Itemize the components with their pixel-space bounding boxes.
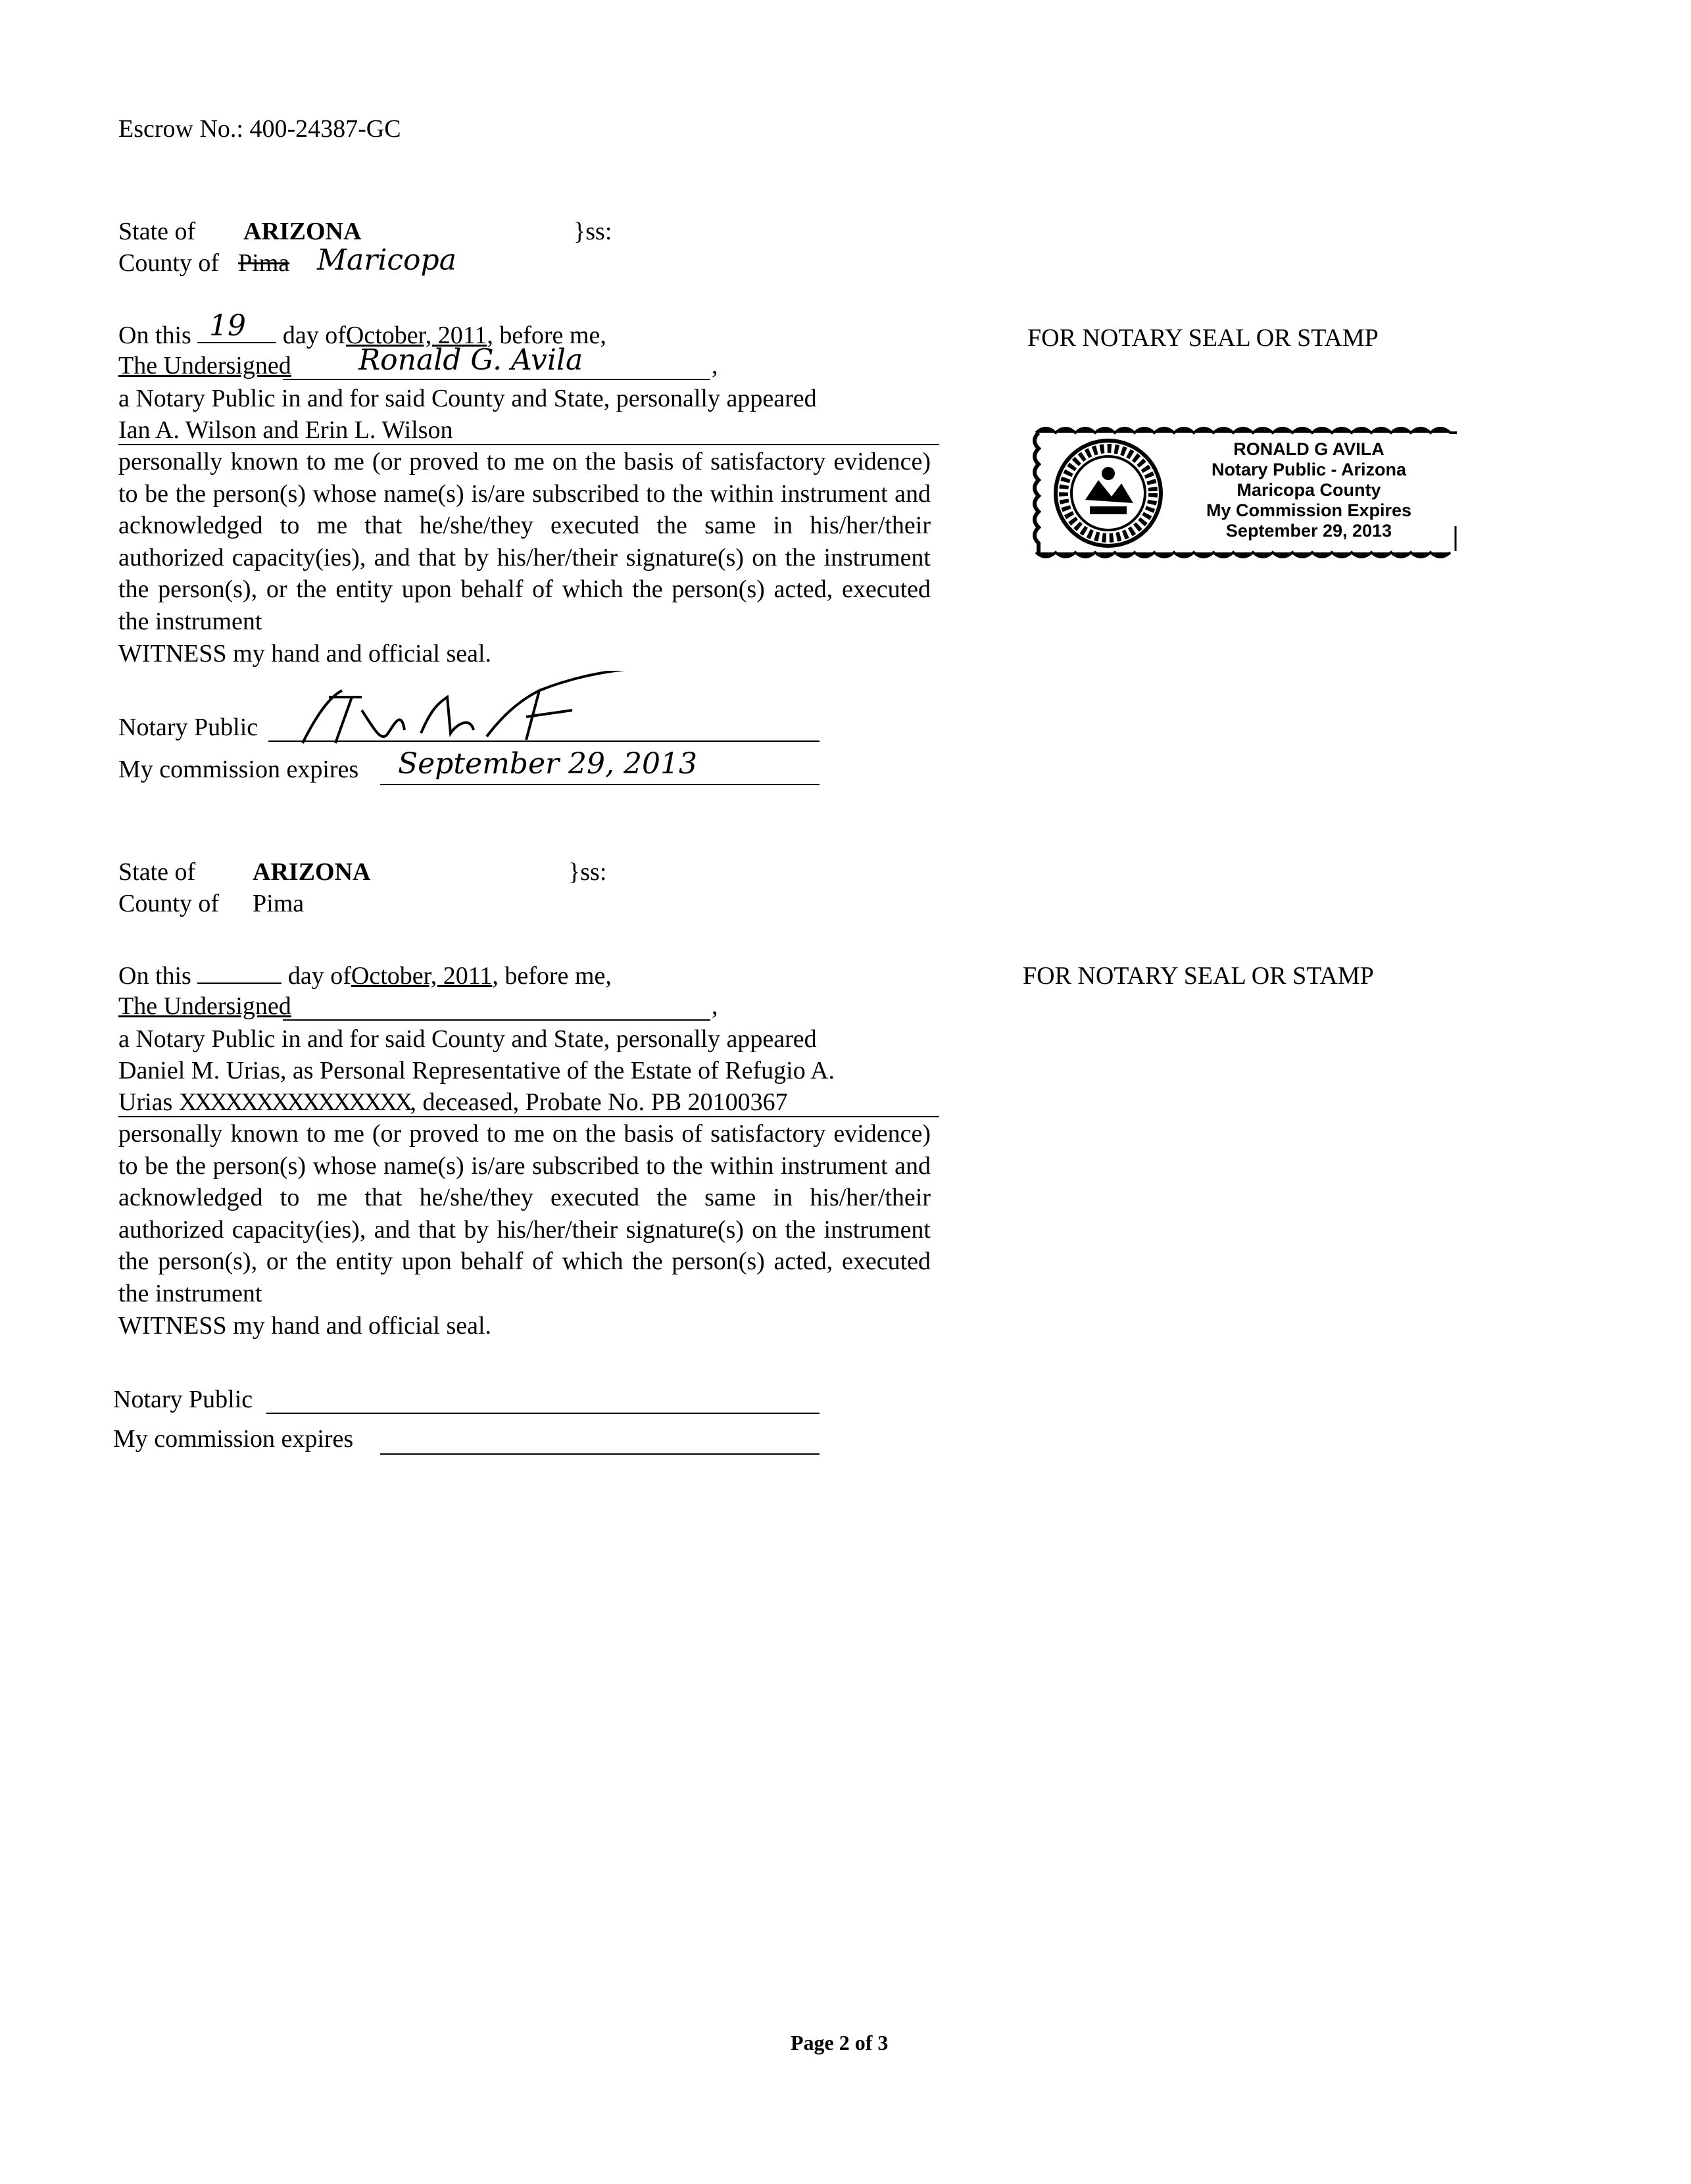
- names-line: [118, 444, 939, 445]
- notary-line-2: a Notary Public in and for said County and State, personally appeared: [118, 1025, 817, 1053]
- notary-signature-line-2: [266, 1413, 820, 1414]
- before-me-label: , before me,: [487, 322, 606, 349]
- stamp-title: Notary Public - Arizona: [1211, 460, 1407, 479]
- on-this-line-2: [118, 959, 612, 992]
- on-this-label: On this: [118, 322, 191, 349]
- commission-label: My commission expires: [118, 756, 359, 783]
- stamp-text: [1164, 439, 1454, 541]
- date-value-2: October, 2011: [351, 962, 493, 990]
- notary-public-label-2: Notary Public: [113, 1386, 253, 1413]
- day-blank-2: [197, 959, 282, 984]
- appeared-struck: XXXXXXXXXXXXXXX: [178, 1088, 410, 1116]
- notary-public-label: Notary Public: [118, 714, 258, 741]
- day-of-label-2: day of: [287, 962, 351, 990]
- day-handwritten: 19: [209, 309, 246, 343]
- state-label: State of: [118, 218, 196, 245]
- notary-signature: [289, 671, 658, 750]
- ss-marker-2: }ss:: [568, 858, 607, 886]
- names-line-2: [118, 1116, 939, 1117]
- seal-label: FOR NOTARY SEAL OR STAMP: [1027, 324, 1379, 352]
- undersigned-label: The Undersigned: [118, 352, 291, 379]
- witness-text-2: WITNESS my hand and official seal.: [118, 1312, 492, 1340]
- appeared-line-1: Daniel M. Urias, as Personal Representative of the Estate of Refugio A.: [118, 1057, 835, 1084]
- commission-line-2: [380, 1453, 820, 1455]
- date-value: October, 2011: [345, 322, 487, 349]
- stamp-name: RONALD G AVILA: [1233, 439, 1385, 459]
- page-number: Page 2 of 3: [791, 2031, 889, 2054]
- stamp-commission: My Commission Expires: [1206, 500, 1412, 520]
- stamp-county: Maricopa County: [1237, 480, 1381, 500]
- undersigned-comma: ,: [712, 352, 718, 379]
- stamp-expiry: September 29, 2013: [1225, 521, 1392, 541]
- commission-line: [380, 784, 820, 785]
- appeared-names: Ian A. Wilson and Erin L. Wilson: [118, 416, 453, 444]
- state-label-2: State of: [118, 858, 196, 886]
- acknowledgment-text-2: personally known to me (or proved to me on the basis of satisfactory evidence) to be the person(s) whose name(s) is/are subscribed to the within instrument and acknowledged to me that he/she/they executed the same in his/her/their authorized capacity(ies), and that by his/her/their signature(s) on the instrument the person(s), or the entity upon behalf of which the person(s) acted, executed the instrument: [118, 1120, 931, 1307]
- escrow-number: Escrow No.: 400-24387-GC: [118, 115, 401, 143]
- notary-line: a Notary Public in and for said County and State, personally appeared: [118, 385, 817, 412]
- appeared-line-2: [118, 1086, 788, 1118]
- county-value-2: Pima: [253, 890, 305, 917]
- commission-label-2: My commission expires: [113, 1425, 354, 1453]
- state-value: ARIZONA: [243, 218, 362, 245]
- witness-text: WITNESS my hand and official seal.: [118, 640, 492, 667]
- day-of-label: day of: [282, 322, 346, 349]
- county-struck: Pima: [238, 249, 290, 277]
- appeared-probate: , deceased, Probate No. PB 20100367: [410, 1088, 788, 1116]
- acknowledgment-text: personally known to me (or proved to me on the basis of satisfactory evidence) to be the person(s) whose name(s) is/are subscribed to the within instrument and acknowledged to me that he/she/they executed the same in his/her/their authorized capacity(ies), and that by his/her/their signature(s) on the instrument the person(s), or the entity upon behalf of which the person(s) acted, executed the instrument: [118, 448, 931, 635]
- undersigned-line-2: [283, 1019, 710, 1021]
- commission-handwritten: September 29, 2013: [398, 747, 697, 781]
- state-value-2: ARIZONA: [253, 858, 371, 886]
- county-label-2: County of: [118, 890, 220, 917]
- on-this-label-2: On this: [118, 962, 191, 990]
- seal-label-2: FOR NOTARY SEAL OR STAMP: [1023, 962, 1374, 990]
- ss-marker: }ss:: [574, 218, 612, 245]
- county-handwritten: Maricopa: [317, 243, 456, 277]
- undersigned-handwritten: Ronald G. Avila: [358, 343, 583, 377]
- undersigned-line: [283, 379, 710, 380]
- undersigned-comma-2: ,: [712, 992, 718, 1020]
- county-label: County of: [118, 249, 220, 277]
- undersigned-label-2: The Undersigned: [118, 992, 291, 1020]
- appeared-urias: Urias: [118, 1088, 179, 1116]
- notary-stamp: [1029, 421, 1463, 562]
- before-me-label-2: , before me,: [492, 962, 612, 990]
